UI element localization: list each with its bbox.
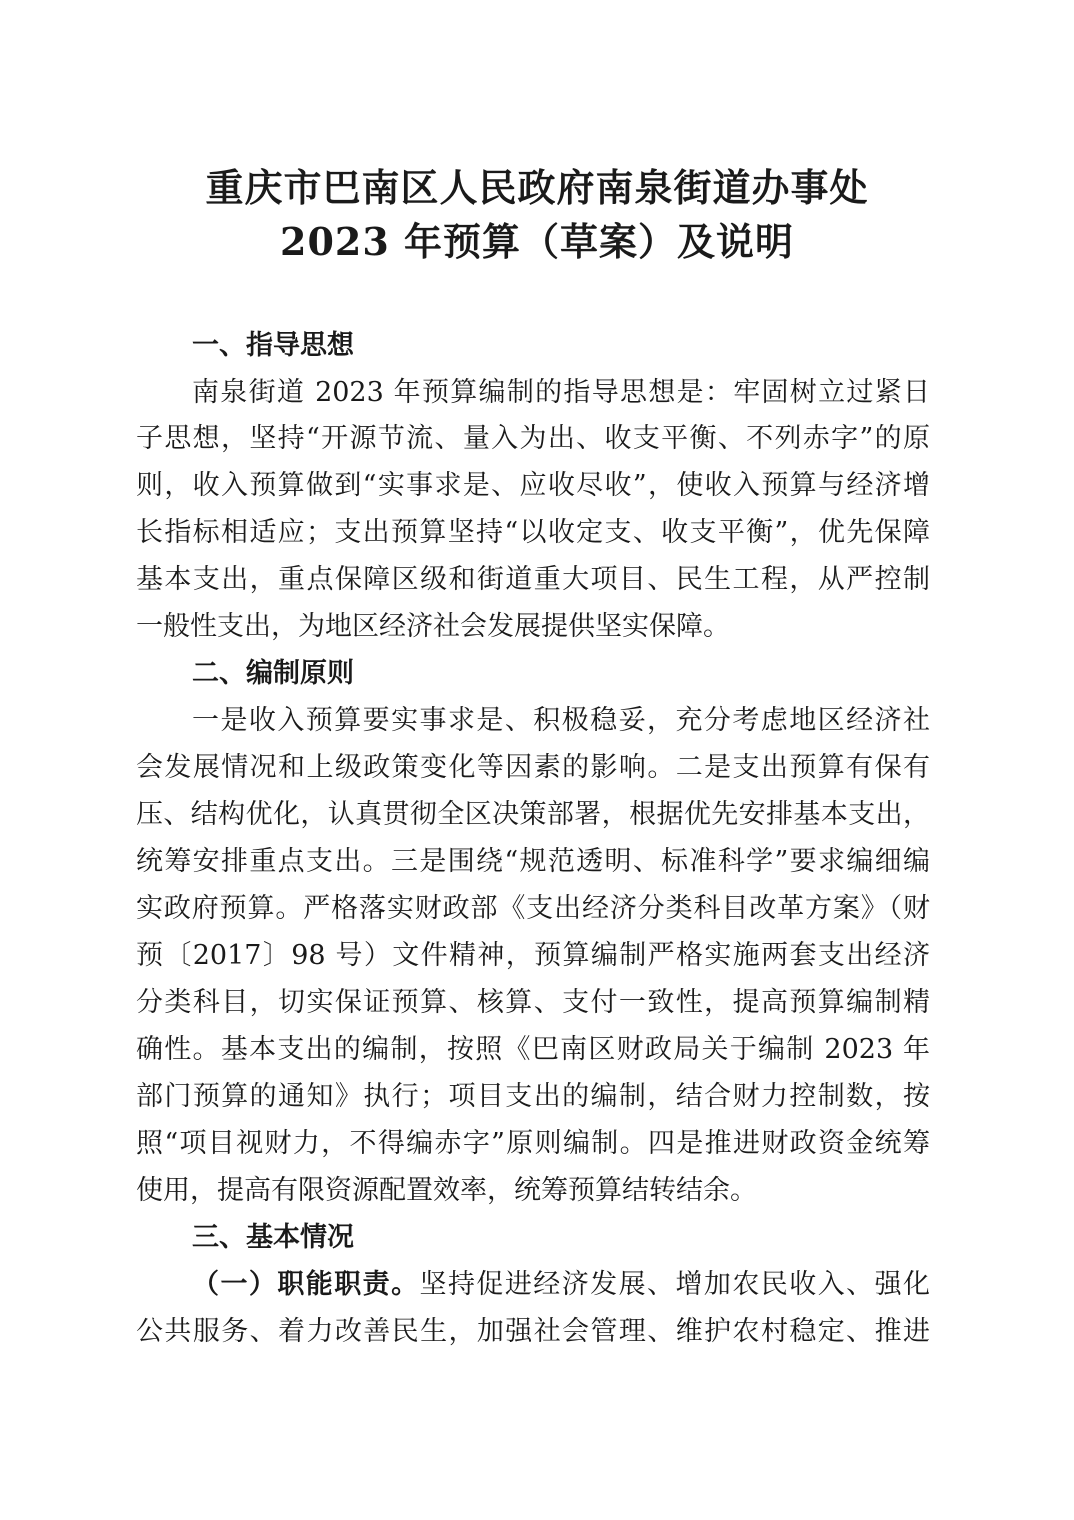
subsection-lead: （一）职能职责。 (192, 1269, 420, 1300)
document-title-line2: 2023 年预算（草案）及说明 (280, 219, 794, 264)
paragraph-line: 则，收入预算做到“实事求是、应收尽收”，使收入预算与经济增 (136, 470, 930, 501)
paragraph-line: 基本支出，重点保障区级和街道重大项目、民生工程，从严控制 (136, 564, 930, 595)
paragraph-line: 南泉街道 2023 年预算编制的指导思想是：牢固树立过紧日 (192, 377, 930, 408)
paragraph-line: 统筹安排重点支出。三是围绕“规范透明、标准科学”要求编细编 (136, 846, 930, 877)
paragraph-line: 长指标相适应；支出预算坚持“以收定支、收支平衡”，优先保障 (136, 517, 930, 548)
paragraph-line (192, 1269, 930, 1301)
paragraph-line: 照“项目视财力，不得编赤字”原则编制。四是推进财政资金统筹 (136, 1128, 930, 1159)
paragraph-line: 子思想，坚持“开源节流、量入为出、收支平衡、不列赤字”的原 (136, 423, 930, 454)
paragraph-line: 部门预算的通知》执行；项目支出的编制，结合财力控制数，按 (136, 1081, 930, 1112)
paragraph-line: 一般性支出，为地区经济社会发展提供坚实保障。 (136, 611, 730, 642)
paragraph-line: 预〔2017〕98 号）文件精神，预算编制严格实施两套支出经济 (136, 940, 930, 971)
paragraph-line: 分类科目，切实保证预算、核算、支付一致性，提高预算编制精 (136, 987, 930, 1018)
paragraph-line: 一是收入预算要实事求是、积极稳妥，充分考虑地区经济社 (192, 705, 930, 736)
paragraph-line: 压、结构优化，认真贯彻全区决策部署，根据优先安排基本支出， (136, 799, 930, 830)
section-heading-principles: 二、编制原则 (192, 658, 354, 689)
section-heading-guiding-thought: 一、指导思想 (192, 330, 354, 361)
paragraph-line: 会发展情况和上级政策变化等因素的影响。二是支出预算有保有 (136, 752, 930, 783)
paragraph-line: 确性。基本支出的编制，按照《巴南区财政局关于编制 2023 年 (136, 1034, 930, 1065)
paragraph-line: 使用，提高有限资源配置效率，统筹预算结转结余。 (136, 1175, 757, 1206)
paragraph-line: 公共服务、着力改善民生，加强社会管理、维护农村稳定、推进 (136, 1316, 930, 1347)
section-heading-basic-situation: 三、基本情况 (192, 1222, 354, 1253)
paragraph-line: 实政府预算。严格落实财政部《支出经济分类科目改革方案》（财 (136, 893, 930, 924)
paragraph-text: 坚持促进经济发展、增加农民收入、强化 (419, 1269, 931, 1300)
document-title-line1: 重庆市巴南区人民政府南泉街道办事处 (205, 165, 869, 210)
